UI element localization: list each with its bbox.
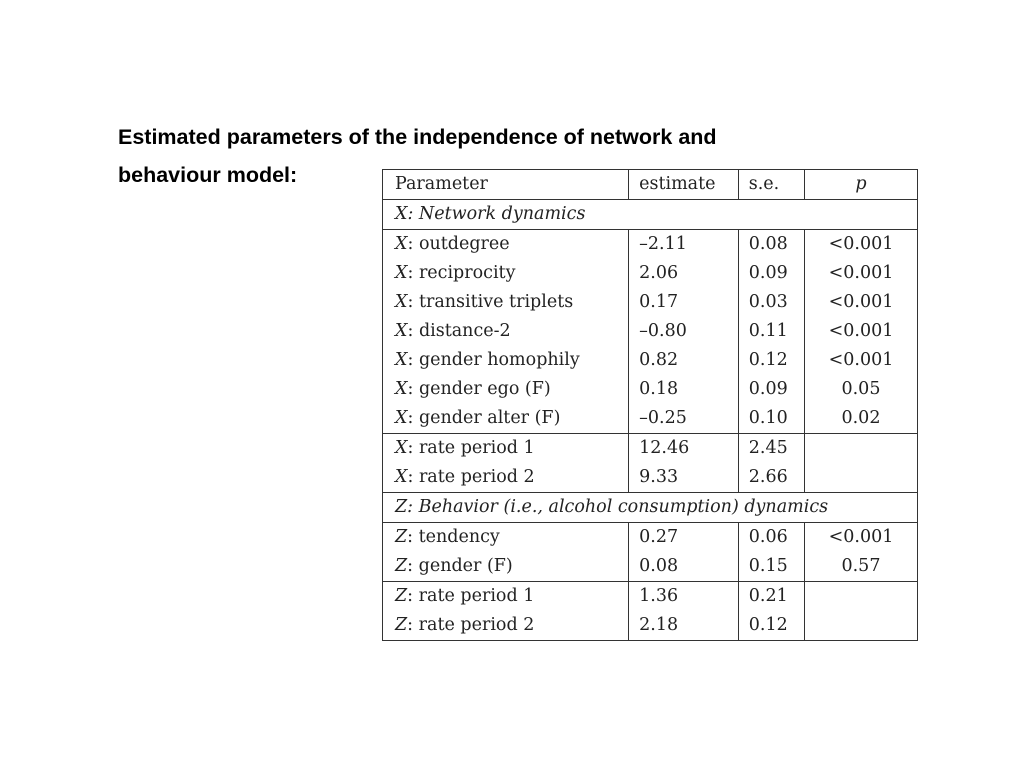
p-value-cell [804,582,917,612]
parameter-separator: : [407,292,419,312]
parameter-name: gender alter (F) [418,408,561,428]
parameter-separator: : [407,234,419,254]
se-cell: 0.21 [738,582,804,612]
se-cell: 0.11 [738,317,804,346]
section-label: Z: Behavior (i.e., alcohol consumption) dynamics [383,493,918,523]
parameter-variable: Z [395,556,408,576]
parameter-table [382,169,918,641]
estimate-cell: –2.11 [629,230,739,260]
title-line-1: Estimated parameters of the independence of network and [118,125,717,149]
parameter-variable: Z [395,586,408,606]
title-line-2: behaviour model: [118,163,298,187]
table-row [383,611,918,641]
se-cell: 0.09 [738,375,804,404]
table-row [383,434,918,464]
parameter-table-container [382,169,918,641]
estimate-cell: 0.18 [629,375,739,404]
parameter-variable: X [395,408,408,428]
table-row [383,523,918,553]
parameter-cell [383,375,629,404]
p-value-cell: 0.05 [804,375,917,404]
parameter-name: rate period 2 [418,467,535,487]
parameter-variable: X [395,379,408,399]
parameter-variable: X [395,292,408,312]
parameter-cell [383,434,629,464]
parameter-name: outdegree [418,234,510,254]
se-cell: 0.15 [738,552,804,582]
table-row [383,346,918,375]
parameter-separator: : [407,350,419,370]
parameter-separator: : [407,586,419,606]
se-cell: 2.45 [738,434,804,464]
p-value-cell: <0.001 [804,259,917,288]
table-header-row [383,170,918,200]
section-header-row [383,200,918,230]
table-row [383,463,918,493]
parameter-variable: Z [395,527,408,547]
p-value-cell: <0.001 [804,288,917,317]
table-row [383,317,918,346]
table-row [383,404,918,434]
estimate-cell: 1.36 [629,582,739,612]
parameter-separator: : [407,556,419,576]
parameter-name: rate period 2 [418,615,535,635]
p-value-cell [804,611,917,641]
parameter-cell [383,463,629,493]
se-cell: 0.09 [738,259,804,288]
parameter-cell [383,552,629,582]
table-row [383,582,918,612]
parameter-cell [383,611,629,641]
estimate-cell: 12.46 [629,434,739,464]
header-p: p [804,170,917,200]
parameter-separator: : [407,467,419,487]
p-value-cell: <0.001 [804,230,917,260]
parameter-cell [383,582,629,612]
parameter-cell [383,230,629,260]
estimate-cell: 2.06 [629,259,739,288]
parameter-name: rate period 1 [418,438,535,458]
estimate-cell: 0.08 [629,552,739,582]
estimate-cell: 0.27 [629,523,739,553]
parameter-separator: : [407,379,419,399]
parameter-variable: X [395,350,408,370]
table-row [383,230,918,260]
p-value-cell: <0.001 [804,523,917,553]
parameter-variable: X [395,263,408,283]
se-cell: 0.12 [738,346,804,375]
parameter-variable: X [395,438,408,458]
parameter-cell [383,346,629,375]
parameter-name: gender (F) [418,556,513,576]
parameter-variable: X [395,234,408,254]
header-se: s.e. [738,170,804,200]
parameter-separator: : [407,438,419,458]
parameter-cell [383,288,629,317]
p-value-cell: 0.02 [804,404,917,434]
parameter-name: reciprocity [418,263,516,283]
parameter-cell [383,259,629,288]
parameter-name: gender ego (F) [418,379,551,399]
parameter-name: distance-2 [418,321,511,341]
parameter-separator: : [407,321,419,341]
p-value-cell [804,434,917,464]
table-row [383,552,918,582]
section-label: X: Network dynamics [383,200,918,230]
parameter-cell [383,523,629,553]
p-value-cell: <0.001 [804,346,917,375]
p-value-cell: 0.57 [804,552,917,582]
estimate-cell: 2.18 [629,611,739,641]
table-row [383,375,918,404]
estimate-cell: –0.80 [629,317,739,346]
se-cell: 0.12 [738,611,804,641]
parameter-variable: X [395,467,408,487]
p-value-cell [804,463,917,493]
parameter-name: gender homophily [418,350,580,370]
se-cell: 0.08 [738,230,804,260]
parameter-cell [383,317,629,346]
se-cell: 0.03 [738,288,804,317]
estimate-cell: 9.33 [629,463,739,493]
parameter-separator: : [407,408,419,428]
parameter-cell [383,404,629,434]
estimate-cell: –0.25 [629,404,739,434]
header-parameter: Parameter [383,170,629,200]
parameter-separator: : [407,527,419,547]
se-cell: 0.06 [738,523,804,553]
estimate-cell: 0.17 [629,288,739,317]
section-header-row [383,493,918,523]
se-cell: 2.66 [738,463,804,493]
parameter-name: tendency [418,527,500,547]
parameter-separator: : [407,615,419,635]
parameter-variable: X [395,321,408,341]
parameter-separator: : [407,263,419,283]
estimate-cell: 0.82 [629,346,739,375]
parameter-variable: Z [395,615,408,635]
se-cell: 0.10 [738,404,804,434]
parameter-name: transitive triplets [418,292,574,312]
table-row [383,288,918,317]
p-value-cell: <0.001 [804,317,917,346]
parameter-name: rate period 1 [418,586,535,606]
header-estimate: estimate [629,170,739,200]
table-row [383,259,918,288]
